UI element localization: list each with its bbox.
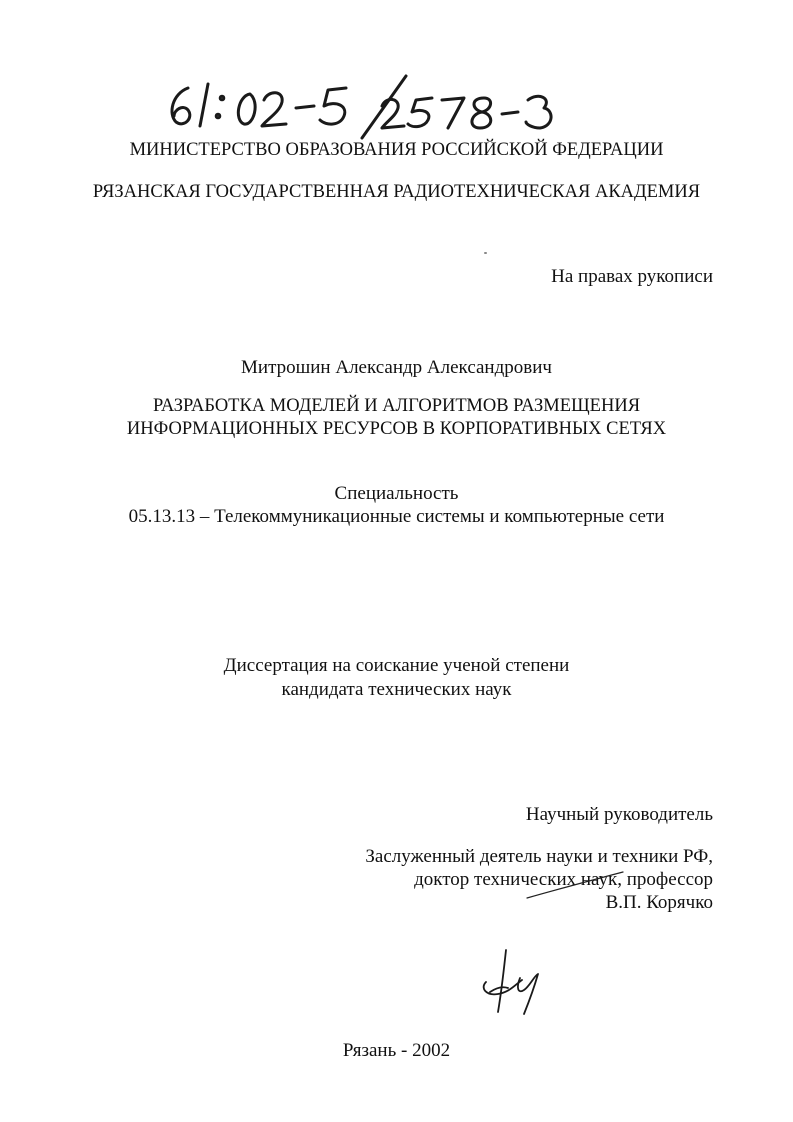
handwritten-archive-code [150, 70, 570, 140]
academy-heading: РЯЗАНСКАЯ ГОСУДАРСТВЕННАЯ РАДИОТЕХНИЧЕСКАЯ АКАДЕМИЯ [92, 182, 701, 202]
city-year: Рязань - 2002 [342, 1040, 451, 1061]
dissertation-title-line-1: РАЗРАБОТКА МОДЕЛЕЙ И АЛГОРИТМОВ РАЗМЕЩЕНИЯ [152, 396, 641, 416]
specialty-label: Специальность [334, 483, 459, 504]
supervisor-title-line-2: доктор технических наук, профессор [414, 869, 713, 890]
dissertation-title-line-2: ИНФОРМАЦИОННЫХ РЕСУРСОВ В КОРПОРАТИВНЫХ СЕТЯХ [126, 419, 667, 439]
ministry-heading: МИНИСТЕРСТВО ОБРАЗОВАНИЯ РОССИЙСКОЙ ФЕДЕРАЦИИ [129, 140, 664, 160]
specialty-value: 05.13.13 – Телекоммуникационные системы и компьютерные сети [128, 506, 665, 527]
signature-mark [476, 948, 556, 1018]
supervisor-label: Научный руководитель [525, 804, 713, 825]
author-name: Митрошин Александр Александрович [241, 357, 552, 378]
supervisor-name: В.П. Корячко [605, 892, 713, 913]
supervisor-title-line-1: Заслуженный деятель науки и техники РФ, [365, 846, 713, 867]
degree-line-1: Диссертация на соискание ученой степени [223, 655, 570, 676]
degree-line-2: кандидата технических наук [281, 679, 512, 700]
manuscript-note: На правах рукописи [551, 266, 713, 287]
scan-speck [484, 252, 487, 254]
pen-stroke-mark [525, 868, 625, 902]
